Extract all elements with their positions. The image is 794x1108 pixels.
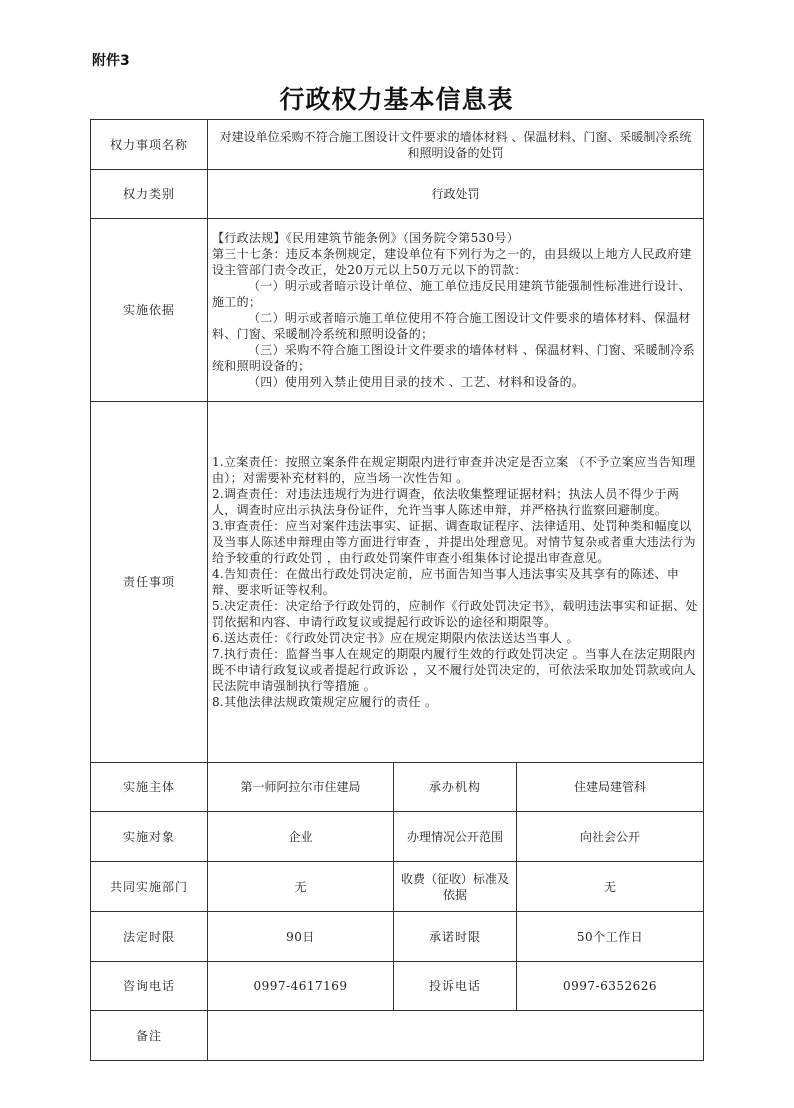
value-remarks (208, 1011, 704, 1061)
row-phone (91, 962, 704, 1011)
value-basis (208, 219, 704, 402)
row-basis (91, 219, 704, 402)
label-responsibility: 责任事项 (91, 402, 208, 763)
attachment-label: 附件3 (92, 53, 130, 69)
responsibility-item: 3.审查责任：应当对案件违法事实、证据、调查取证程序、法律适用、处罚种类和幅度以及当事人陈述申辩理由等方面进行审查 ，并提出处理意见。对情节复杂或者重大违法行为给予较重的行政处罚 ，由行政处罚案件审查小组集体讨论提出审查意见。 (212, 519, 696, 565)
responsibility-item: 1.立案责任：按照立案条件在规定期限内进行审查并决定是否立案 （不予立案应当告知理由）；对需要补充材料的，应当场一次性告知 。 (212, 455, 696, 485)
row-responsibility (91, 402, 704, 763)
responsibility-item: 2.调查责任：对违法违规行为进行调查，依法收集整理证据材料；执法人员不得少于两人，调查时应出示执法身份证件，允许当事人陈述申辩，并严格执行监察回避制度。 (212, 487, 680, 517)
label-fee-standard: 收费（征收）标准及依据 (394, 862, 517, 912)
value-joint-dept: 无 (208, 862, 394, 912)
responsibility-item: 4.告知责任：在做出行政处罚决定前，应书面告知当事人违法事实及其享有的陈述、申辩、要求听证等权利。 (212, 567, 680, 597)
row-time-limit (91, 912, 704, 962)
value-consult-phone: 0997-4617169 (208, 962, 394, 1011)
responsibility-item: 5.决定责任：决定给予行政处罚的，应制作《行政处罚决定书》，载明违法事实和证据、处罚依据和内容、申请行政复议或提起行政诉讼的途径和期限等。 (212, 599, 698, 629)
value-handling-agency: 住建局建管科 (517, 763, 704, 812)
label-promised-time-limit: 承诺时限 (394, 912, 517, 962)
basis-line: （四）使用列入禁止使用目录的技术 、工艺、材料和设备的。 (248, 375, 585, 389)
value-disclosure-scope: 向社会公开 (517, 812, 704, 862)
label-consult-phone: 咨询电话 (91, 962, 208, 1011)
basis-line: （一）明示或者暗示设计单位、施工单位违反民用建筑节能强制性标准进行设计、施工的； (212, 279, 691, 309)
label-complaint-phone: 投诉电话 (394, 962, 517, 1011)
value-category: 行政处罚 (208, 170, 704, 219)
value-subject: 第一师阿拉尔市住建局 (208, 763, 394, 812)
row-category (91, 170, 704, 219)
value-responsibility (208, 402, 704, 763)
value-promised-time-limit: 50个工作日 (517, 912, 704, 962)
value-target: 企业 (208, 812, 394, 862)
label-disclosure-scope: 办理情况公开范围 (394, 812, 517, 862)
label-subject: 实施主体 (91, 763, 208, 812)
label-joint-dept: 共同实施部门 (91, 862, 208, 912)
value-fee-standard: 无 (517, 862, 704, 912)
label-category: 权力类别 (91, 170, 208, 219)
value-power-name: 对建设单位采购不符合施工图设计文件要求的墙体材料 、保温材料、门窗、采暖制冷系统和照明设备的处罚 (208, 120, 704, 170)
responsibility-item: 7.执行责任：监督当事人在规定的期限内履行生效的行政处罚决定 。当事人在法定期限内既不申请行政复议或者提起行政诉讼 ，又不履行处罚决定的，可依法采取加处罚款或向人民法院申请强制执行等措施 。 (212, 647, 696, 693)
row-subject (91, 763, 704, 812)
page-title: 行政权力基本信息表 (279, 85, 514, 114)
label-remarks: 备注 (91, 1011, 208, 1061)
basis-line: （二）明示或者暗示施工单位使用不符合施工图设计文件要求的墙体材料、保温材料、门窗、采暖制冷系统和照明设备的； (212, 311, 691, 341)
basis-line: （三）采购不符合施工图设计文件要求的墙体材料 、保温材料、门窗、采暖制冷系统和照明设备的； (212, 343, 695, 373)
row-target (91, 812, 704, 862)
label-handling-agency: 承办机构 (394, 763, 517, 812)
label-legal-time-limit: 法定时限 (91, 912, 208, 962)
label-target: 实施对象 (91, 812, 208, 862)
responsibility-item: 6.送达责任：《行政处罚决定书》应在规定期限内依法送达当事人 。 (212, 631, 579, 645)
label-power-name: 权力事项名称 (91, 120, 208, 170)
info-table (90, 119, 704, 1061)
responsibility-item: 8.其他法律法规政策规定应履行的责任 。 (212, 695, 438, 709)
value-legal-time-limit: 90日 (208, 912, 394, 962)
basis-line: 第三十七条：违反本条例规定，建设单位有下列行为之一的，由县级以上地方人民政府建设主管部门责令改正，处20万元以上50万元以下的罚款： (212, 247, 692, 277)
row-name (91, 120, 704, 170)
value-complaint-phone: 0997-6352626 (517, 962, 704, 1011)
label-basis: 实施依据 (91, 219, 208, 402)
row-joint (91, 862, 704, 912)
basis-line: 【行政法规】《民用建筑节能条例》（国务院令第530号） (212, 231, 520, 245)
row-remarks (91, 1011, 704, 1061)
